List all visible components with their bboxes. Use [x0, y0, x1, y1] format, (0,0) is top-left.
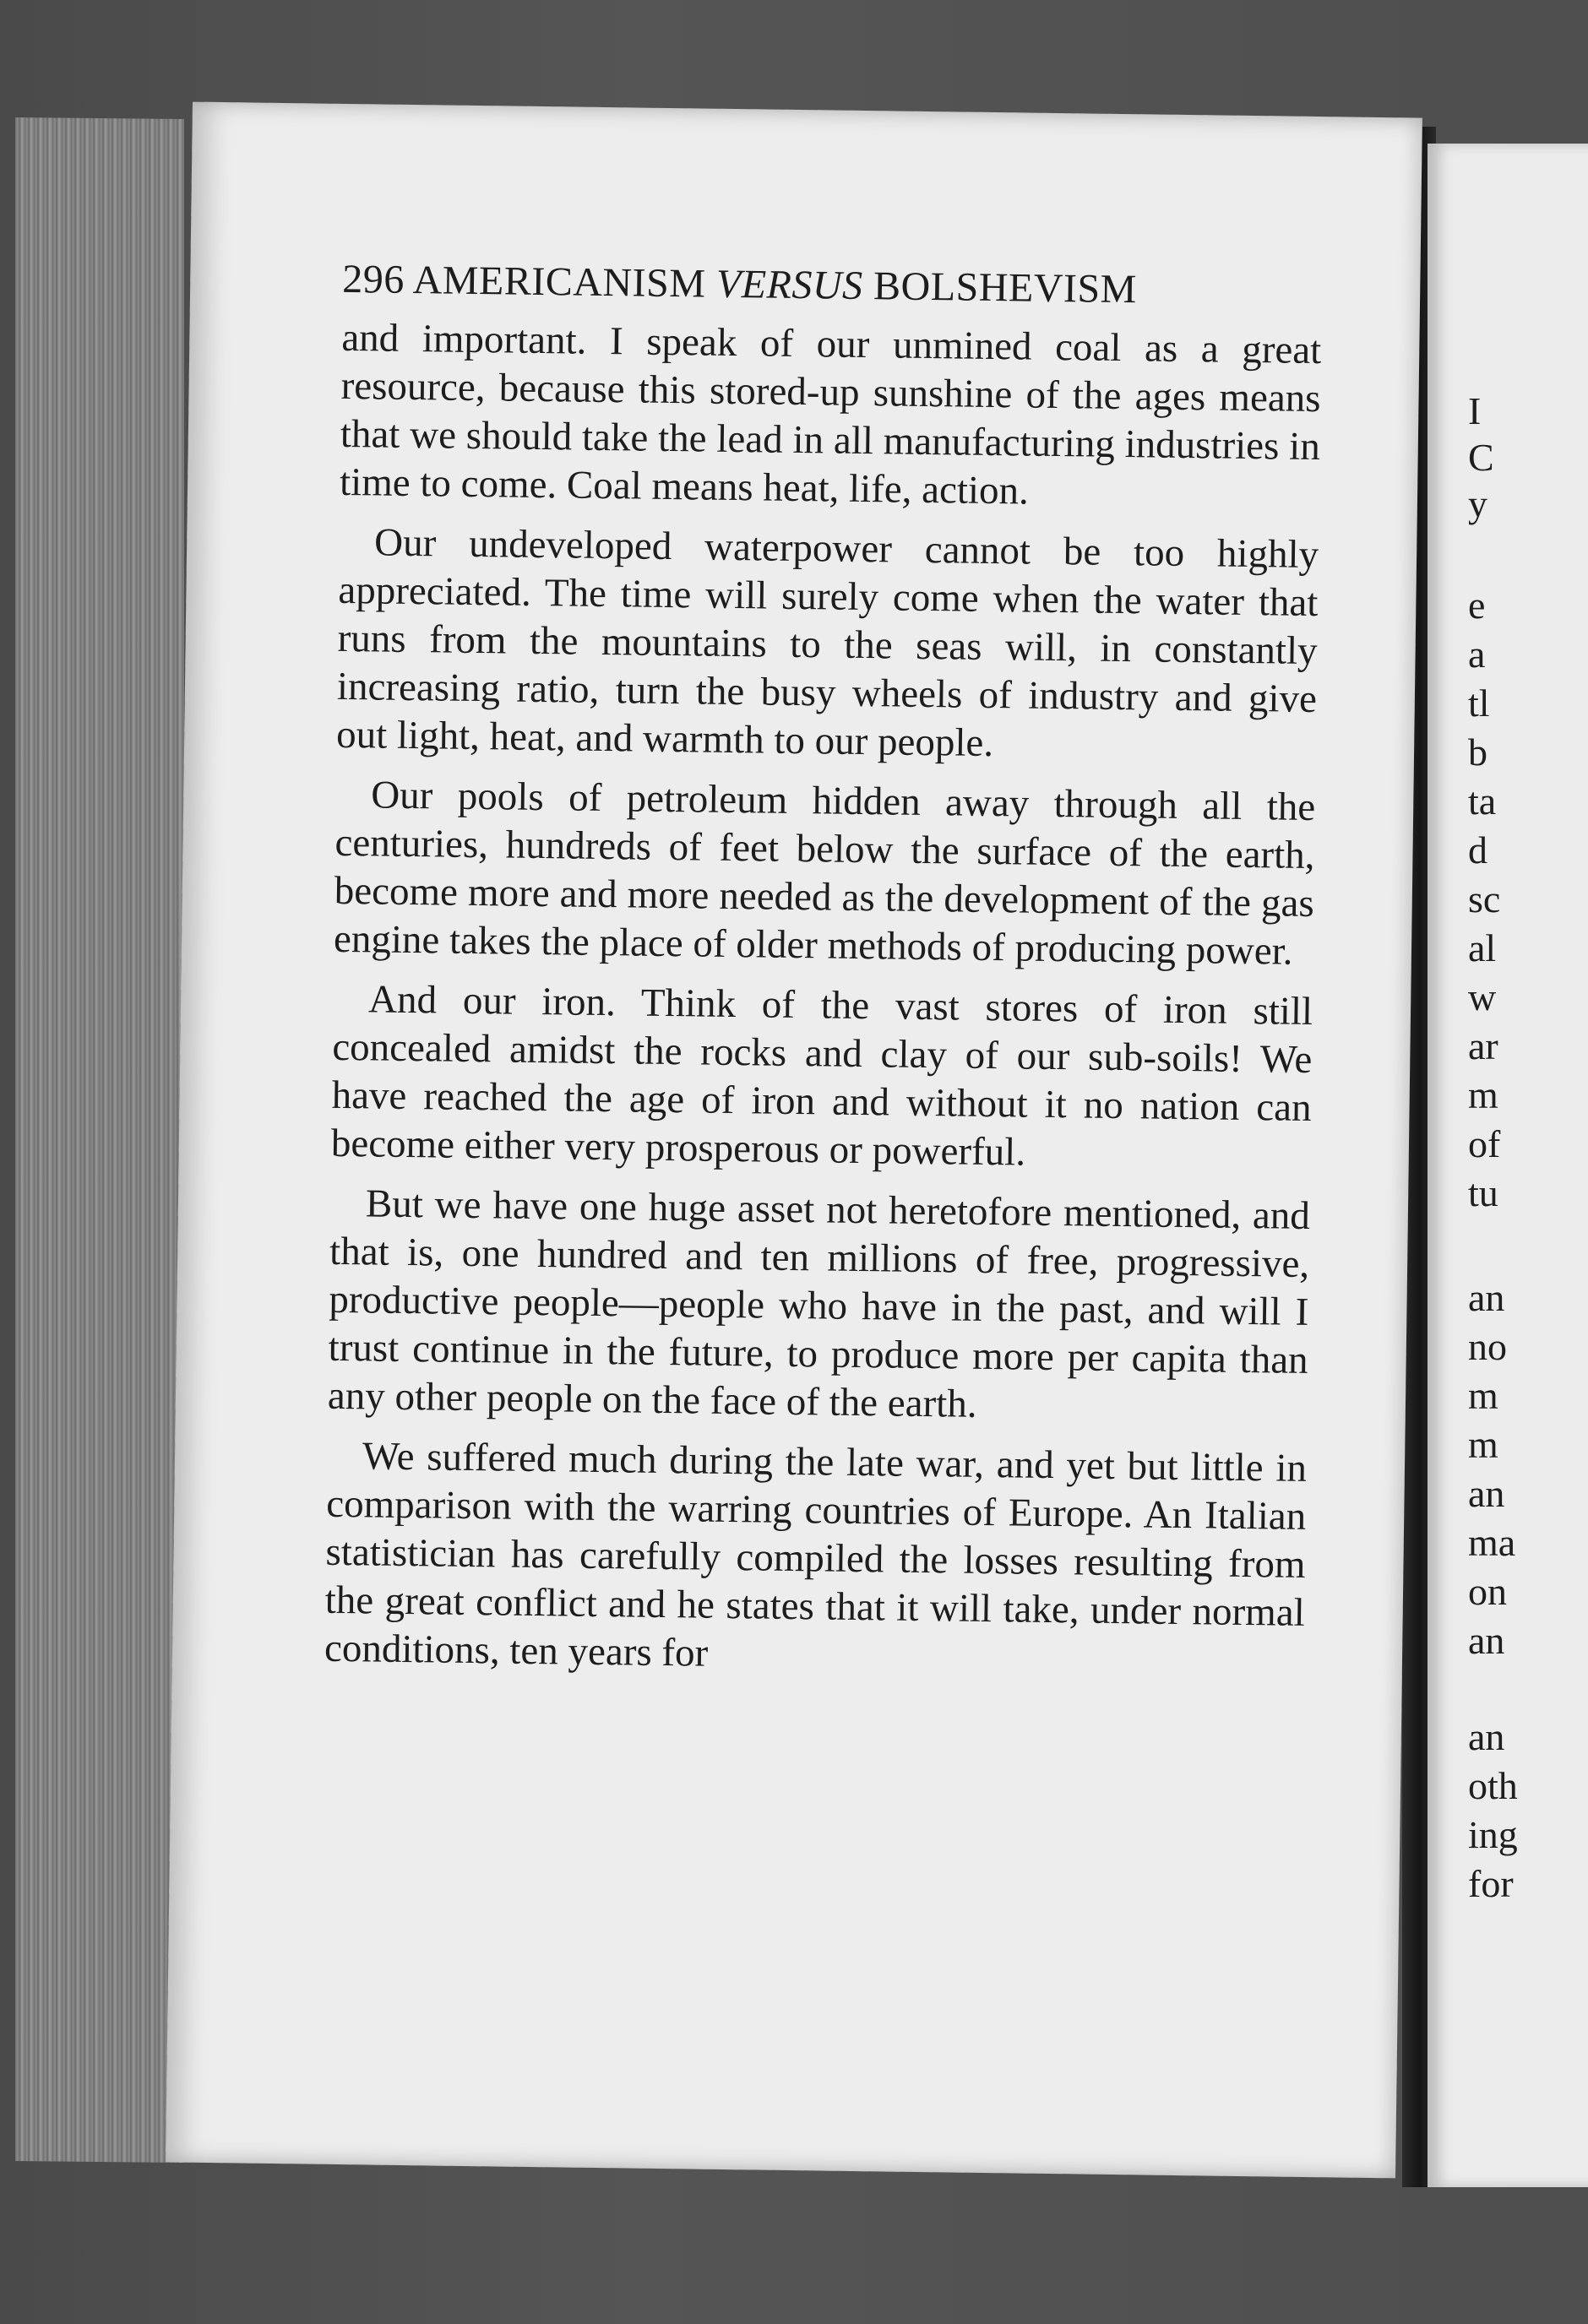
facing-page-fragment: C — [1468, 436, 1494, 479]
running-head — [342, 256, 1323, 315]
running-head-title-italic: VERSUS — [715, 261, 863, 308]
book-page-left — [166, 102, 1422, 2179]
facing-page-fragment: no — [1468, 1325, 1507, 1368]
book-fore-edge — [15, 117, 184, 2163]
facing-page-fragment: an — [1468, 1472, 1505, 1515]
facing-page-fragment: e — [1468, 584, 1486, 627]
facing-page-fragment: on — [1468, 1570, 1507, 1613]
facing-page-fragment: I — [1468, 389, 1482, 432]
facing-page-fragment: b — [1468, 730, 1487, 774]
facing-page-fragment: m — [1468, 1374, 1498, 1417]
running-head-title-pre: AMERICANISM — [412, 258, 717, 307]
facing-page-fragment: oth — [1468, 1764, 1518, 1807]
facing-page-fragment: ar — [1468, 1024, 1498, 1067]
book-page-right-partial — [1428, 144, 1588, 2187]
facing-page-fragment: an — [1468, 1619, 1505, 1662]
page-text-block — [324, 256, 1323, 1697]
facing-page-fragment: sc — [1468, 877, 1501, 920]
facing-page-fragment: d — [1468, 828, 1487, 872]
facing-page-fragment: ta — [1468, 779, 1497, 823]
facing-page-fragment: ma — [1468, 1521, 1516, 1564]
page-number: 296 — [341, 256, 405, 302]
paragraph-waterpower: Our undeveloped waterpower cannot be too highly appreciated. The time will surely come when the water that runs from the mountains to the seas will, in constantly increasing ratio, turn the busy wheels of industry and give out light, heat, and warmth to our people. — [335, 520, 1319, 766]
paragraph-war-losses: We suffered much during the late war, and yet but little in comparison with the warring countries of Europe. An Italian statistician has carefully compiled the losses resulting from the great conflict and he states that it will take, under normal conditions, ten years for — [324, 1434, 1308, 1675]
paragraph-people-asset: But we have one huge asset not heretofore mentioned, and that is, one hundred and ten millions of free, progressive, productive people—people who have in the past, and will I trust continue in the future, to produce more per capita than any other people on the face of the earth. — [327, 1181, 1311, 1426]
facing-page-fragment: a — [1468, 633, 1486, 676]
paragraph-petroleum: Our pools of petroleum hidden away through all the centuries, hundreds of feet below the surface of the earth, become more and more needed as the development of the gas engine takes the place of older methods of producing power. — [333, 773, 1316, 974]
facing-page-fragment: of — [1468, 1122, 1501, 1165]
facing-page-fragment: an — [1468, 1715, 1505, 1758]
facing-page-fragment: tl — [1468, 681, 1490, 725]
facing-page-fragment: an — [1468, 1276, 1505, 1319]
facing-page-fragment: for — [1468, 1862, 1514, 1905]
facing-page-fragment: ing — [1468, 1813, 1518, 1856]
facing-page-fragment: w — [1468, 975, 1497, 1018]
facing-page-fragment: y — [1468, 482, 1487, 525]
running-head-title-post: BOLSHEVISM — [862, 263, 1138, 312]
facing-page-fragment: tu — [1468, 1171, 1498, 1214]
paragraph-continued: and important. I speak of our unmined coal as a great resource, because this stored-up sunshine of the ages means that we should take the lead in all manufacturing industries in time to come. Coal means heat, life, action. — [339, 315, 1322, 513]
facing-page-fragment: al — [1468, 926, 1497, 969]
paragraph-iron: And our iron. Think of the vast stores of iron still concealed amidst the rocks and clay of our sub-soils! We have reached the age of iron and without it no nation can become either very prosperous or powerful. — [330, 977, 1313, 1175]
facing-page-fragment: m — [1468, 1073, 1498, 1116]
facing-page-fragment: m — [1468, 1423, 1498, 1466]
